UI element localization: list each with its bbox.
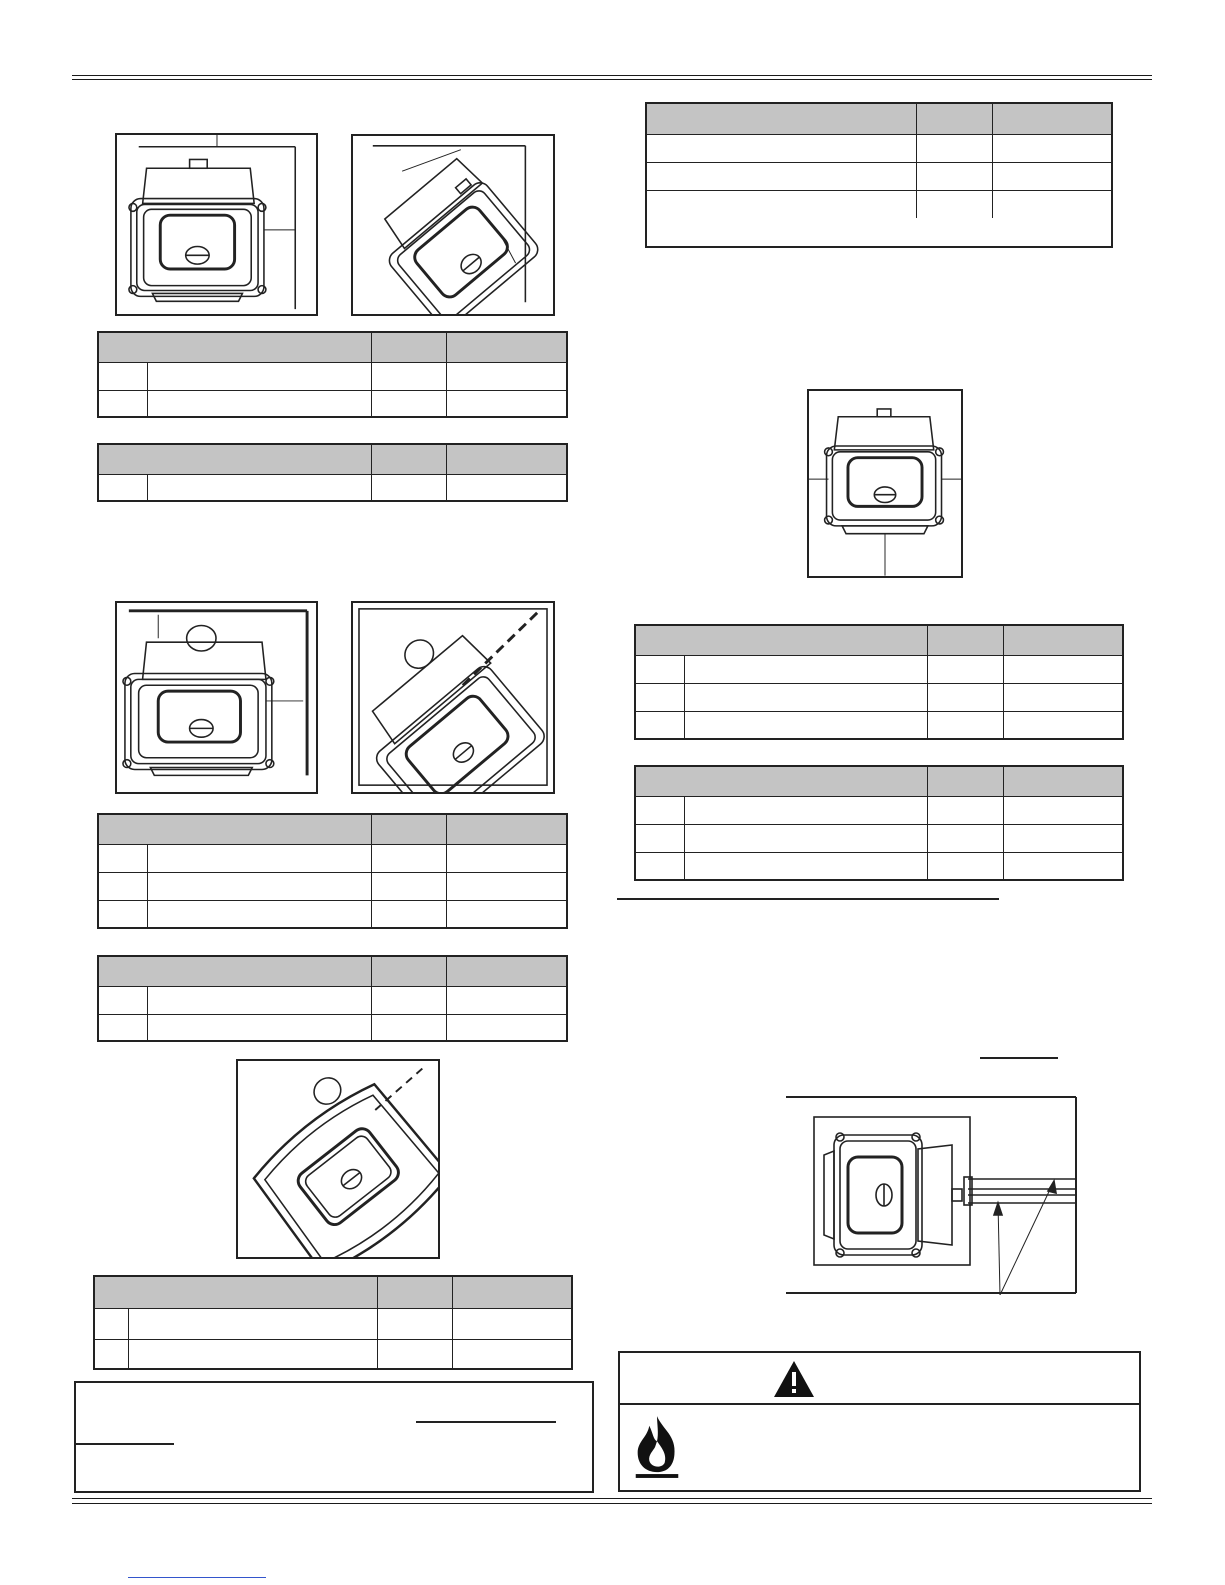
table-row [647,190,1111,218]
clearance-table-corner [645,102,1113,248]
clearance-table-alcove-1 [634,624,1124,740]
table-row [647,134,1111,162]
table-row [99,986,566,1014]
warning-triangle-icon [772,1359,816,1399]
table-header-row [99,333,566,362]
table-row [99,900,566,928]
table-header-row [99,445,566,474]
stove-rear-flue-view [117,603,316,792]
table-row [636,824,1122,852]
stove-top-view [117,135,316,314]
clearance-table-parallel-2 [97,443,568,502]
table-row [99,474,566,502]
clearance-table-corner-rear [93,1275,573,1370]
warning-box [618,1351,1141,1492]
table-row [99,362,566,390]
table-row [647,162,1111,190]
stove-alcove-view [809,391,961,576]
table-row [95,1308,571,1339]
figure-alcove [807,389,963,578]
warning-header [620,1353,1139,1405]
table-row [99,872,566,900]
figure-rear-flue-corner [351,601,555,794]
figure-corner-rear-flue [236,1059,440,1259]
footer-link-underline[interactable] [128,1577,266,1578]
clearance-table-alcove-2 [634,765,1124,881]
note-box [74,1381,594,1493]
table-row [636,852,1122,880]
figure-alcove-side [786,1095,1078,1295]
section-heading-underline [617,898,999,900]
figure-rear-flue-parallel [115,601,318,794]
inline-underline [980,1057,1058,1059]
table-header-row [95,1277,571,1308]
table-header-row [99,957,566,986]
table-row [99,1014,566,1042]
header-rule [72,75,1152,76]
clearance-table-rear-2 [97,955,568,1042]
stove-rear-flue-corner-view [353,603,553,792]
table-row [636,683,1122,711]
flammable-icon [628,1411,686,1483]
table-row [95,1339,571,1370]
table-row [636,796,1122,824]
table-header-row [636,626,1122,655]
figure-corner-clearance [351,134,555,316]
table-header-row [99,815,566,844]
footer-rule-thin [72,1503,1152,1504]
note-underline-1 [416,1421,556,1423]
table-header-row [647,104,1111,134]
stove-corner-view [353,136,553,314]
table-header-row [636,767,1122,796]
clearance-table-parallel-1 [97,331,568,418]
note-underline-2 [76,1443,174,1445]
stove-alcove-side-view [786,1095,1078,1295]
table-row [99,390,566,418]
stove-corner-rear-flue-view [238,1061,438,1257]
table-row [636,655,1122,683]
header-rule-thin [72,79,1152,80]
clearance-table-rear-1 [97,813,568,929]
table-row [636,711,1122,739]
footer-rule [72,1498,1152,1499]
figure-parallel-clearance [115,133,318,316]
table-row [99,844,566,872]
